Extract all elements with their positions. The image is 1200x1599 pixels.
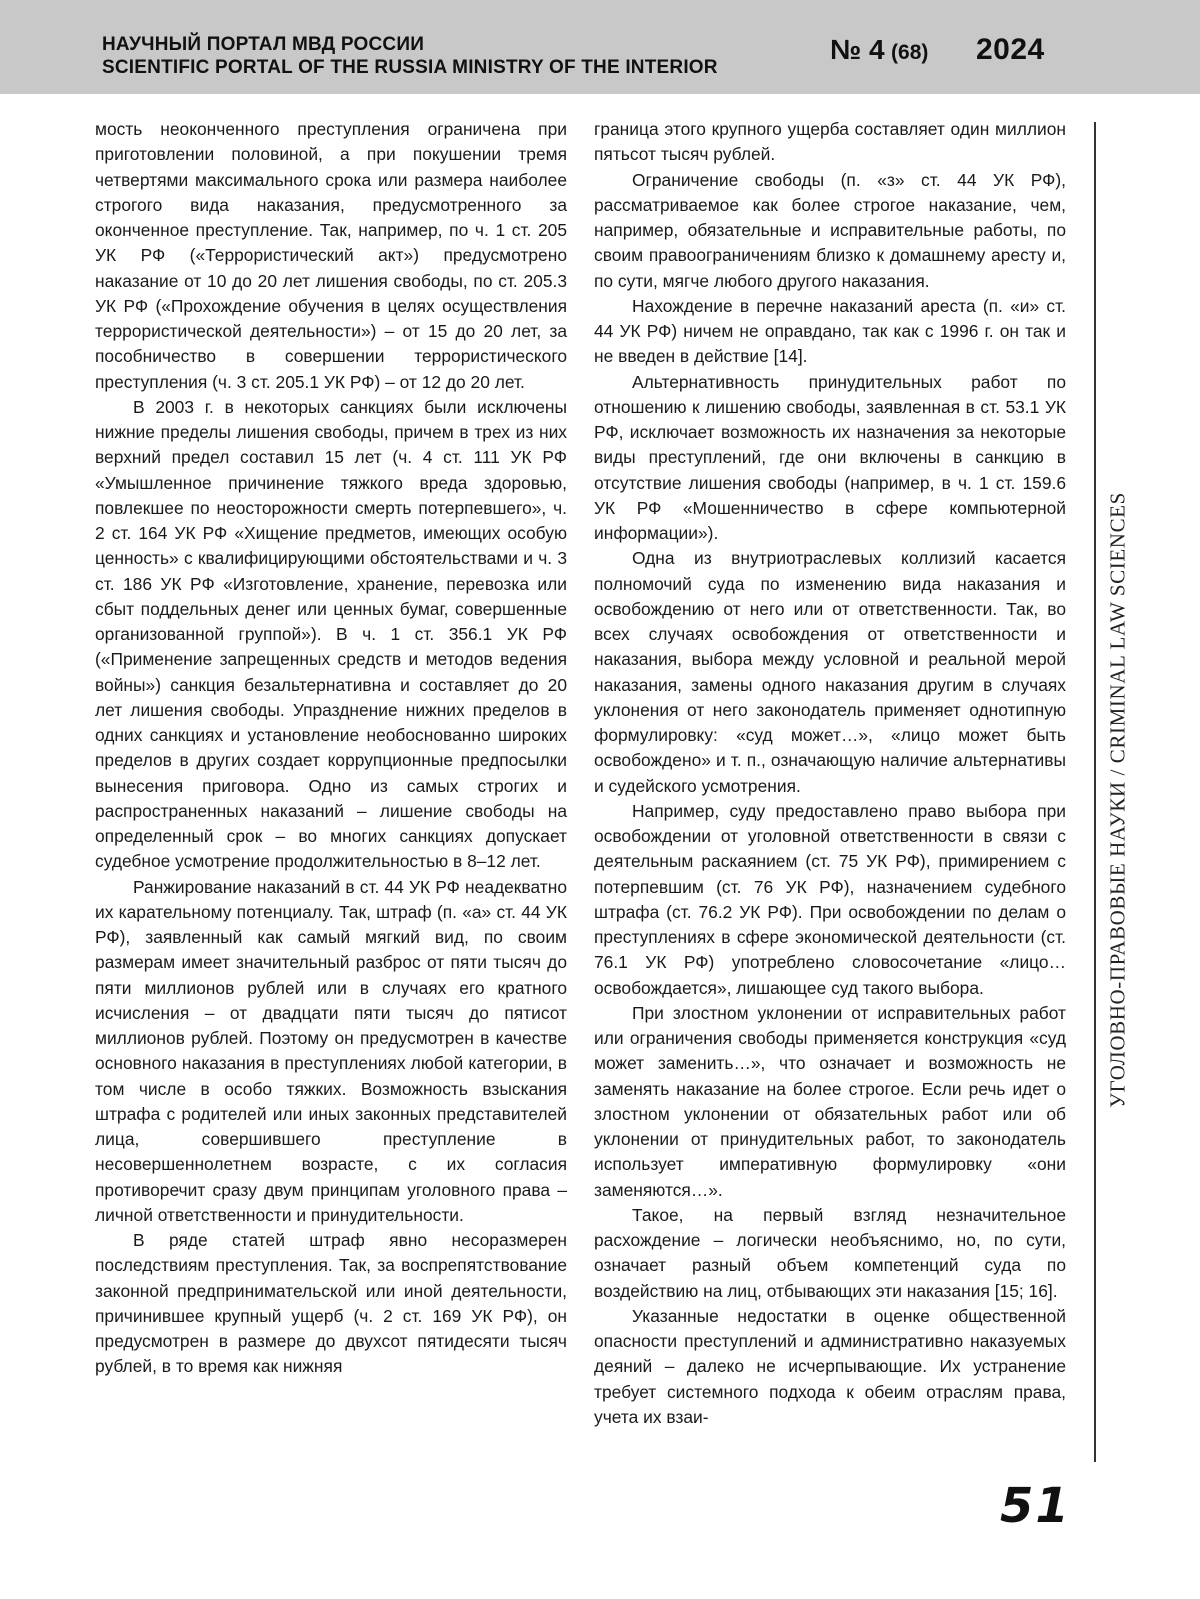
paragraph: В ряде статей штраф явно несоразмерен последствиям преступления. Так, за воспрепятствование законной предпринимательской или иной деятельности, причинившее крупный ущерб (ч. 2 ст. 169 УК РФ), он предусмотрен в размере до двухсот пятидесяти тысяч рублей, в то время как нижняя [95,1230,567,1377]
paragraph: мость неоконченного преступления ограничена при приготовлении половиной, а при покушении тремя четвертями максимального срока или размера наиболее строгого вида наказания, предусмотренного за оконченное преступление. Так, например, по ч. 1 ст. 205 УК РФ («Террористический акт») предусмотрено наказание от 10 до 20 лет лишения свободы, по ст. 205.3 УК РФ («Прохождение обучения в целях осуществления террористической деятельности») – от 15 до 20 лет, за пособничество в совершении террористического преступления (ч. 3 ст. 205.1 УК РФ) – от 12 до 20 лет. [95,119,567,392]
paragraph: Такое, на первый взгляд незначительное расхождение – логически необъяснимо, но, по сути, означает разный объем компетенций суда по воздействию на лиц, отбывающих эти наказания [15; 16]. [594,1204,1066,1301]
paragraph: граница этого крупного ущерба составляет один миллион пятьсот тысяч рублей. [594,119,1066,165]
issue-number [830,34,928,66]
issue-year: 2024 [976,33,1045,66]
left-column [95,117,567,1380]
journal-header [0,0,1200,94]
journal-title-ru: НАУЧНЫЙ ПОРТАЛ МВД РОССИИ [102,34,425,55]
paragraph: При злостном уклонении от исправительных работ или ограничения свободы применяется конструкция «суд может заменить…», что означает и возможность не заменять наказание на более строгое. Если речь идет о злостном уклонении от обязательных работ или об уклонении от принудительных работ, то законодатель использует императивную формулировку «они заменяются…». [594,1002,1066,1200]
issue-no: № 4 [830,34,885,65]
paragraph: Ограничение свободы (п. «з» ст. 44 УК РФ), рассматриваемое как более строгое наказание, чем, например, обязательные и исправительные работы, по своим правоограничениям близко к домашнему аресту и, по сути, мягче любого другого наказания. [594,169,1066,291]
right-column [594,117,1066,1430]
paragraph: Одна из внутриотраслевых коллизий касается полномочий суда по изменению вида наказания и освобождению от него или от ответственности. Так, во всех случаях освобождения от ответственности и наказания, выбора между условной и реальной мерой наказания, замены одного наказания другим в случаях уклонения от него законодатель применяет однотипную формулировку: «суд может…», «лицо может быть освобождено» и т. п., означающую наличие альтернативы и судейского усмотрения. [594,548,1066,796]
paragraph: Ранжирование наказаний в ст. 44 УК РФ неадекватно их карательному потенциалу. Так, штраф (п. «а» ст. 44 УК РФ), заявленный как самый мягкий вид, по своим размерам имеет значительный разброс от пяти тысяч до пяти миллионов рублей или в случаях его кратного исчисления – от двадцати пяти тысяч до пятисот миллионов рублей. Поэтому он предусмотрен в качестве основного наказания в преступлениях любой категории, в том числе в особо тяжких. Возможность взыскания штрафа с родителей или иных законных представителей лица, совершившего преступление в несовершеннолетнем возрасте, с их согласия противоречит сразу двум принципам уголовного права – личной ответственности и принудительности. [95,876,567,1225]
paragraph: В 2003 г. в некоторых санкциях были исключены нижние пределы лишения свободы, причем в трех из них верхний предел составил 15 лет (ч. 4 ст. 111 УК РФ «Умышленное причинение тяжкого вреда здоровью, повлекшее по неосторожности смерть потерпевшего», ч. 2 ст. 164 УК РФ «Хищение предметов, имеющих особую ценность» с квалифицирующими обстоятельствами и ч. 3 ст. 186 УК РФ «Изготовление, хранение, перевозка или сбыт поддельных денег или ценных бумаг, совершенные организованной группой»). В ч. 1 ст. 356.1 УК РФ («Применение запрещенных средств и методов ведения войны») санкция безальтернативна и составляет до 20 лет лишения свободы. Упразднение нижних пределов в одних санкциях и установление необоснованно широких пределов в других создает коррупционные предпосылки вынесения приговора. Одно из самых строгих и распространенных наказаний – лишение свободы на определенный срок – во многих санкциях допускает судебное усмотрение продолжительностью в 8–12 лет. [95,396,567,872]
page-number: 51 [1000,1478,1071,1534]
issue-total: (68) [891,41,929,64]
section-divider-line [1094,122,1096,1462]
section-sidebar [1098,470,1138,1130]
paragraph: Альтернативность принудительных работ по отношению к лишению свободы, заявленная в ст. 53.1 УК РФ, исключает возможность их назначения за некоторые виды преступлений, где они включены в санкцию в отсутствие лишения свободы (например, в ч. 1 ст. 159.6 УК РФ «Мошенничество в сфере компьютерной информации»). [594,371,1066,543]
journal-title-en: SCIENTIFIC PORTAL OF THE RUSSIA MINISTRY OF THE INTERIOR [102,57,718,78]
paragraph: Нахождение в перечне наказаний ареста (п. «и» ст. 44 УК РФ) ничем не оправдано, так как с 1996 г. он так и не введен в действие [14]. [594,295,1066,367]
paragraph: Например, суду предоставлено право выбора при освобождении от уголовной ответственности в связи с деятельным раскаянием (ст. 75 УК РФ), примирением с потерпевшим (ст. 76 УК РФ), назначением судебного штрафа (ст. 76.2 УК РФ). При освобождении по делам о преступлениях в сфере экономической деятельности (ст. 76.1 УК РФ) употреблено словосочетание «лицо… освобождается», лишающее суд такого выбора. [594,800,1066,998]
section-title-vertical: УГОЛОВНО-ПРАВОВЫЕ НАУКИ / CRIMINAL LAW SCIENCES [1105,492,1130,1108]
paragraph: Указанные недостатки в оценке общественной опасности преступлений и административно наказуемых деяний – далеко не исчерпывающие. Их устранение требует системного подхода к обеим отраслям права, учета их взаи- [594,1305,1066,1427]
